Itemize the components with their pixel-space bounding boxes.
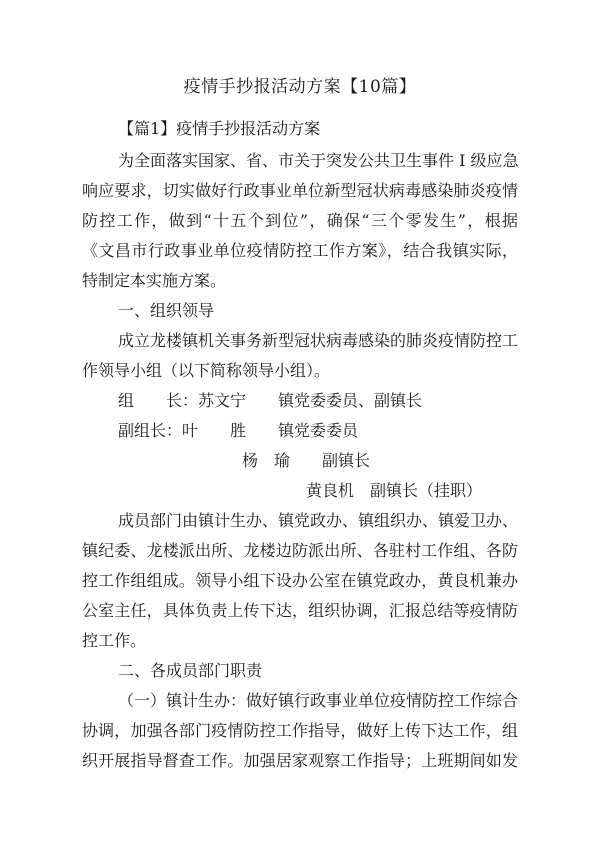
duty-line-2: 协调，加强各部门疫情防控工作指导，做好上传下达工作，组 <box>82 721 518 740</box>
heading-organization: 一、组织领导 <box>118 301 215 320</box>
section-heading: 【篇1】疫情手抄报活动方案 <box>118 119 321 138</box>
duty-line-1: （一）镇计生办：做好镇行政事业单位疫情防控工作综合 <box>118 691 519 710</box>
deputy-3: 黄良机 副镇长（挂职） <box>306 481 483 500</box>
deputy-role: 副组长：叶 胜 镇党委委员 <box>118 421 359 440</box>
intro-line-1: 为全面落实国家、省、市关于突发公共卫生事件 I 级应急 <box>118 151 519 170</box>
members-line-1: 成员部门由镇计生办、镇党政办、镇组织办、镇爱卫办、 <box>118 511 519 530</box>
deputy-2: 杨 瑜 副镇长 <box>242 451 371 470</box>
heading-duties: 二、各成员部门职责 <box>118 661 263 680</box>
leader-role: 组 长：苏文宁 镇党委委员、副镇长 <box>118 391 423 410</box>
members-line-5: 控工作。 <box>82 631 147 650</box>
members-line-2: 镇纪委、龙楼派出所、龙楼边防派出所、各驻村工作组、各防 <box>82 541 518 560</box>
intro-line-3: 防控工作，做到“十五个到位”，确保“三个零发生”，根据 <box>82 211 518 230</box>
document-title: 疫情手抄报活动方案【10篇】 <box>183 77 417 97</box>
duty-line-3: 织开展指导督查工作。加强居家观察工作指导；上班期间如发 <box>82 751 518 770</box>
intro-line-5: 特制定本实施方案。 <box>82 271 227 290</box>
members-line-4: 公室主任，具体负责上传下达，组织协调，汇报总结等疫情防 <box>82 601 518 620</box>
intro-line-2: 响应要求，切实做好行政事业单位新型冠状病毒感染肺炎疫情 <box>82 181 518 200</box>
leadership-line-2: 作领导小组（以下简称领导小组）。 <box>82 361 331 380</box>
members-line-3: 控工作组组成。领导小组下设办公室在镇党政办，黄良机兼办 <box>82 571 518 590</box>
leadership-line-1: 成立龙楼镇机关事务新型冠状病毒感染的肺炎疫情防控工 <box>118 331 519 350</box>
intro-line-4: 《文昌市行政事业单位疫情防控工作方案》，结合我镇实际， <box>82 241 518 260</box>
